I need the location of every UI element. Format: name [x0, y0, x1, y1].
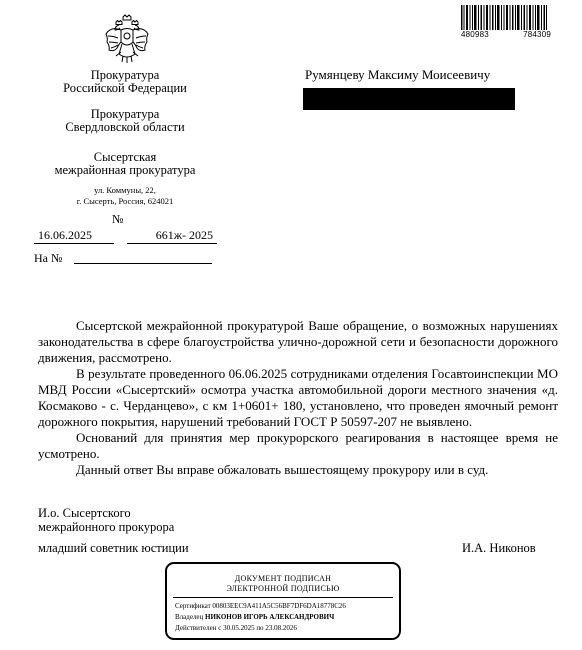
- signatory-rank: младший советник юстиции: [38, 541, 189, 555]
- stamp-validity-row: [175, 624, 297, 633]
- org-prosecutor-rf: [30, 69, 220, 95]
- barcode: [461, 5, 547, 30]
- signatory-title: [38, 506, 174, 534]
- org-prosecutor-sverdlovsk-line2: Свердловской области: [65, 120, 185, 134]
- number-sign-label: №: [112, 212, 124, 226]
- org-address: [40, 185, 210, 207]
- stamp-certificate-row: [175, 602, 346, 611]
- org-prosecutor-sverdlovsk: [30, 108, 220, 134]
- barcode-right-number: 784309: [523, 30, 551, 39]
- stamp-valid-from-label: с: [218, 624, 222, 632]
- stamp-cert-value: 00803EEC9A411A5C56BF7DF6DA18778C26: [212, 602, 346, 610]
- org-prosecutor-rf-line2: Российской Федерации: [63, 81, 187, 95]
- coat-of-arms-emblem: [104, 14, 150, 64]
- org-sysert-line2: межрайонная прокуратура: [54, 163, 196, 177]
- outgoing-number: 661ж- 2025: [127, 228, 217, 244]
- recipient-name: Румянцеву Максиму Моисеевичу: [305, 67, 491, 82]
- stamp-owner-label: Владелец: [175, 613, 204, 621]
- signatory-title-line1: И.о. Сысертского: [38, 506, 131, 520]
- address-street: ул. Коммуны, 22,: [94, 185, 156, 195]
- org-sysert-prosecutor: [30, 151, 220, 177]
- paragraph-4: Данный ответ Вы вправе обжаловать вышестоящему прокурору или в суд.: [76, 462, 489, 477]
- stamp-owner-row: [175, 613, 334, 622]
- org-prosecutor-rf-line1: Прокуратура: [90, 68, 160, 82]
- stamp-title-line2: ЭЛЕКТРОННОЙ ПОДПИСЬЮ: [226, 584, 340, 593]
- signatory-name: И.А. Никонов: [462, 541, 536, 555]
- barcode-numbers: [461, 30, 551, 39]
- redacted-address: [303, 88, 515, 110]
- stamp-title: [167, 574, 399, 594]
- address-city: г. Сысерть, Россия, 624021: [76, 196, 174, 206]
- stamp-valid-from: 30.05.2025: [223, 624, 255, 632]
- stamp-valid-label: Действителен: [175, 624, 217, 632]
- paragraph-3: Оснований для принятия мер прокурорского реагирования в настоящее время не усмотрено.: [38, 430, 558, 461]
- electronic-signature-stamp: [165, 562, 401, 640]
- reply-to-line: [74, 263, 212, 264]
- org-prosecutor-sverdlovsk-line1: Прокуратура: [90, 107, 160, 121]
- signatory-title-line2: межрайонного прокурора: [38, 520, 175, 534]
- letter-body: [38, 318, 558, 478]
- stamp-divider: [173, 597, 393, 598]
- reply-to-label: На №: [34, 251, 63, 265]
- barcode-left-number: 480983: [461, 30, 489, 39]
- stamp-owner-value: НИКОНОВ ИГОРЬ АЛЕКСАНДРОВИЧ: [205, 613, 335, 621]
- outgoing-date: 16.06.2025: [34, 228, 114, 244]
- paragraph-2: В результате проведенного 06.06.2025 сотрудниками отделения Госавтоинспекции МО МВД России «Сысертский» осмотра участка автомобильной дороги местного значения «д. Космаково - с. Черданцево», с км 1+0601+ 180, установлено, что проведен ямочный ремонт дорожного покрытия, нарушений требований ГОСТ Р 50597-207 не выявлено.: [38, 366, 558, 429]
- stamp-cert-label: Сертификат: [175, 602, 211, 610]
- stamp-valid-to-label: по: [256, 624, 264, 632]
- stamp-title-line1: ДОКУМЕНТ ПОДПИСАН: [234, 574, 332, 583]
- paragraph-1: Сысертской межрайонной прокуратурой Ваше обращение, о возможных нарушениях законодательства в сфере благоустройства улично-дорожной сети и безопасности дорожного движения, рассмотрено.: [38, 318, 558, 365]
- org-sysert-line1: Сысертская: [93, 150, 157, 164]
- stamp-valid-to: 23.08.2026: [265, 624, 297, 632]
